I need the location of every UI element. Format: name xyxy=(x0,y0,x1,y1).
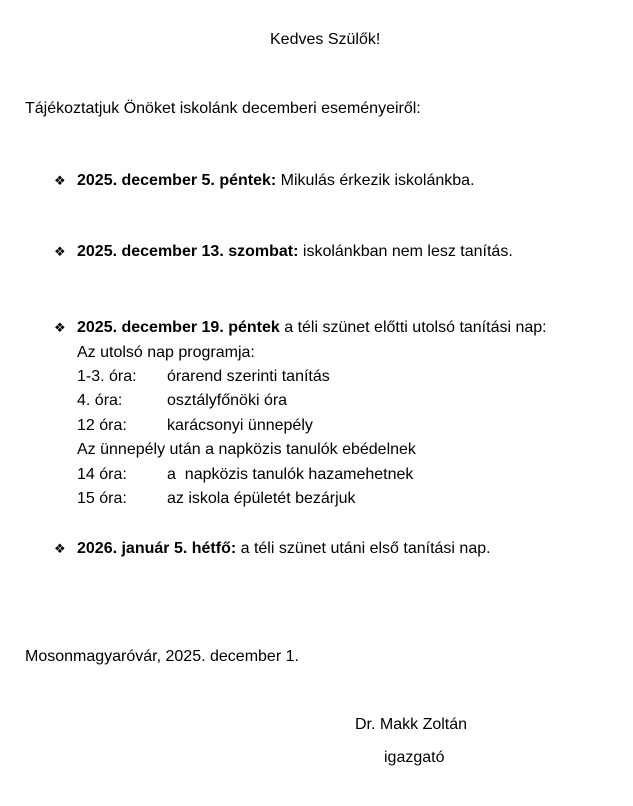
bullet-icon: ❖ xyxy=(54,320,66,335)
intro-text: Tájékoztatjuk Önöket iskolánk decemberi eseményeiről: xyxy=(25,100,421,117)
program-title: Az utolsó nap programja: xyxy=(77,344,255,361)
event-date: 2026. január 5. hétfő: xyxy=(77,540,237,557)
event-date: 2025. december 19. péntek xyxy=(77,319,280,336)
greeting: Kedves Szülők! xyxy=(270,31,381,48)
after-ceremony-text: Az ünnepély után a napközis tanulók ebédelnek xyxy=(77,441,416,458)
bullet-icon: ❖ xyxy=(54,173,66,188)
schedule-time: 1-3. óra: xyxy=(77,368,137,385)
signature-name: Dr. Makk Zoltán xyxy=(355,716,468,733)
schedule-activity: órarend szerinti tanítás xyxy=(167,368,330,385)
event-item xyxy=(77,242,513,262)
schedule-time: 15 óra: xyxy=(77,490,127,507)
event-item xyxy=(77,539,491,559)
schedule-time: 4. óra: xyxy=(77,392,123,409)
event-item xyxy=(77,171,475,191)
schedule-time: 12 óra: xyxy=(77,417,127,434)
schedule-activity: osztályfőnöki óra xyxy=(167,392,288,409)
event-date: 2025. december 5. péntek: xyxy=(77,172,277,189)
schedule-activity: karácsonyi ünnepély xyxy=(167,417,313,434)
schedule-activity: a napközis tanulók hazamehetnek xyxy=(167,466,414,483)
signature-title: igazgató xyxy=(384,749,445,766)
place-date: Mosonmagyaróvár, 2025. december 1. xyxy=(25,648,299,665)
event-text: Mikulás érkezik iskolánkba. xyxy=(276,172,475,189)
bullet-icon: ❖ xyxy=(54,244,66,259)
event-text: a téli szünet utáni első tanítási nap. xyxy=(236,540,491,557)
event-text: iskolánkban nem lesz tanítás. xyxy=(298,243,513,260)
event-text: a téli szünet előtti utolsó tanítási nap: xyxy=(279,319,547,336)
event-date: 2025. december 13. szombat: xyxy=(77,243,299,260)
event-item xyxy=(77,318,547,338)
bullet-icon: ❖ xyxy=(54,541,66,556)
schedule-time: 14 óra: xyxy=(77,466,127,483)
schedule-activity: az iskola épületét bezárjuk xyxy=(167,490,356,507)
